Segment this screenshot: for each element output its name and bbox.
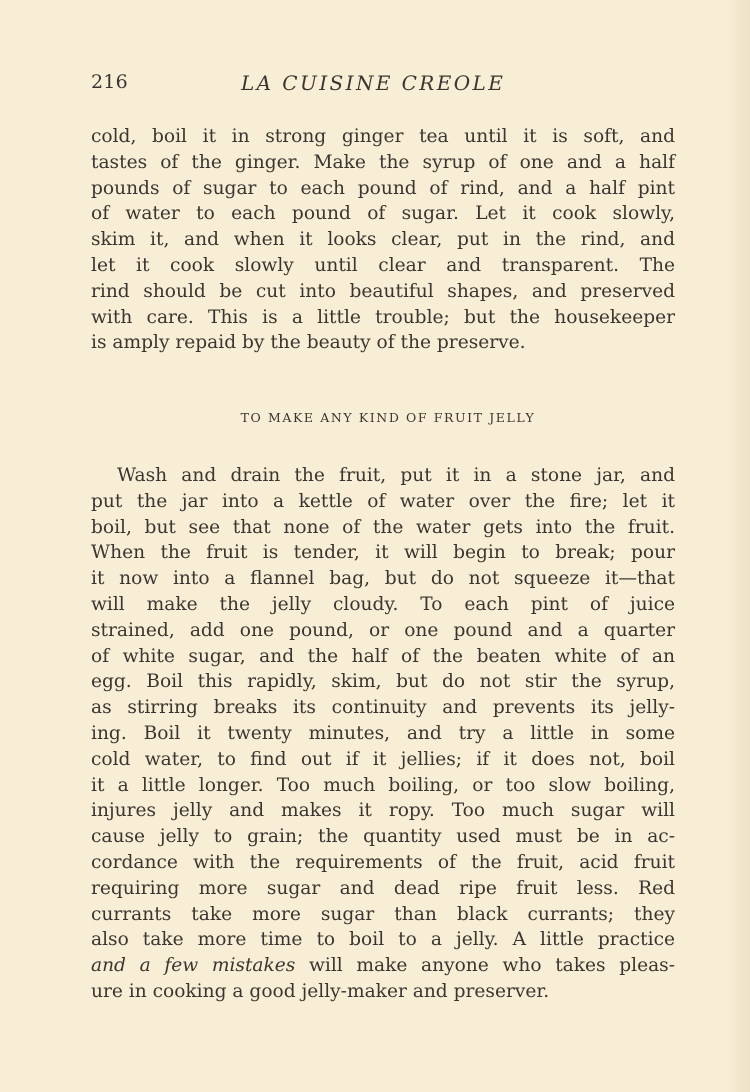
running-head [91, 71, 671, 99]
continued-paragraph [91, 124, 675, 356]
text-line: tastes of the ginger. Make the syrup of one and a half [91, 151, 675, 173]
text-line: egg. Boil this rapidly, skim, but do not stir the syrup, [91, 671, 675, 693]
text-line: is amply repaid by the beauty of the preserve. [91, 332, 526, 354]
text-line: injures jelly and makes it ropy. Too much sugar will [91, 800, 675, 822]
text-line: let it cook slowly until clear and transparent. The [91, 254, 675, 276]
section-heading [91, 410, 675, 425]
text-line: requiring more sugar and dead ripe fruit less. Red [91, 877, 675, 899]
text-line: strained, add one pound, or one pound and a quarter [91, 619, 675, 641]
page-number: 216 [91, 71, 128, 93]
text-line: rind should be cut into beautiful shapes, and preserved [91, 280, 675, 302]
text-line: of water to each pound of sugar. Let it cook slowly, [91, 203, 675, 225]
italic-phrase: and a few mistakes [91, 955, 296, 977]
text-line: skim it, and when it looks clear, put in the rind, and [91, 229, 675, 251]
text-line: put the jar into a kettle of water over the fire; let it [91, 490, 675, 512]
section-heading-text: TO MAKE ANY KIND OF FRUIT JELLY [240, 410, 536, 425]
text-line: with care. This is a little trouble; but the housekeeper [91, 306, 675, 328]
text-line-remainder: will make anyone who takes pleas- [295, 955, 675, 977]
text-line: ure in cooking a good jelly-maker and preserver. [91, 980, 550, 1002]
text-line-with-italic [91, 953, 675, 979]
text-line: also take more time to boil to a jelly. A little practice [91, 929, 675, 951]
text-line: When the fruit is tender, it will begin to break; pour [91, 542, 675, 564]
text-line: pounds of sugar to each pound of rind, and a half pint [91, 177, 675, 199]
text-line: it a little longer. Too much boiling, or too slow boiling, [91, 774, 675, 796]
text-line: boil, but see that none of the water gets into the fruit. [91, 516, 675, 538]
page-edge-shadow [726, 0, 750, 1092]
paragraph-ginger-rind [91, 124, 675, 356]
text-line: cold, boil it in strong ginger tea until it is soft, and [91, 126, 675, 147]
text-line: cold water, to find out if it jellies; if it does not, boil [91, 748, 675, 770]
text-line: will make the jelly cloudy. To each pint of juice [91, 593, 675, 615]
text-line: cause jelly to grain; the quantity used must be in ac- [91, 826, 675, 848]
text-line: cordance with the requirements of the fruit, acid fruit [91, 851, 675, 873]
paragraph-fruit-jelly [91, 463, 675, 1005]
text-line: of white sugar, and the half of the beaten white of an [91, 645, 675, 667]
fruit-jelly-paragraph [91, 463, 675, 1005]
text-line: as stirring breaks its continuity and prevents its jelly- [91, 697, 675, 719]
text-line: it now into a flannel bag, but do not squeeze it—that [91, 568, 675, 590]
text-line: Wash and drain the fruit, put it in a stone jar, and [117, 465, 675, 486]
text-line: currants take more sugar than black currants; they [91, 903, 675, 925]
book-title: LA CUISINE CREOLE [241, 71, 506, 95]
text-line: ing. Boil it twenty minutes, and try a little in some [91, 722, 675, 744]
